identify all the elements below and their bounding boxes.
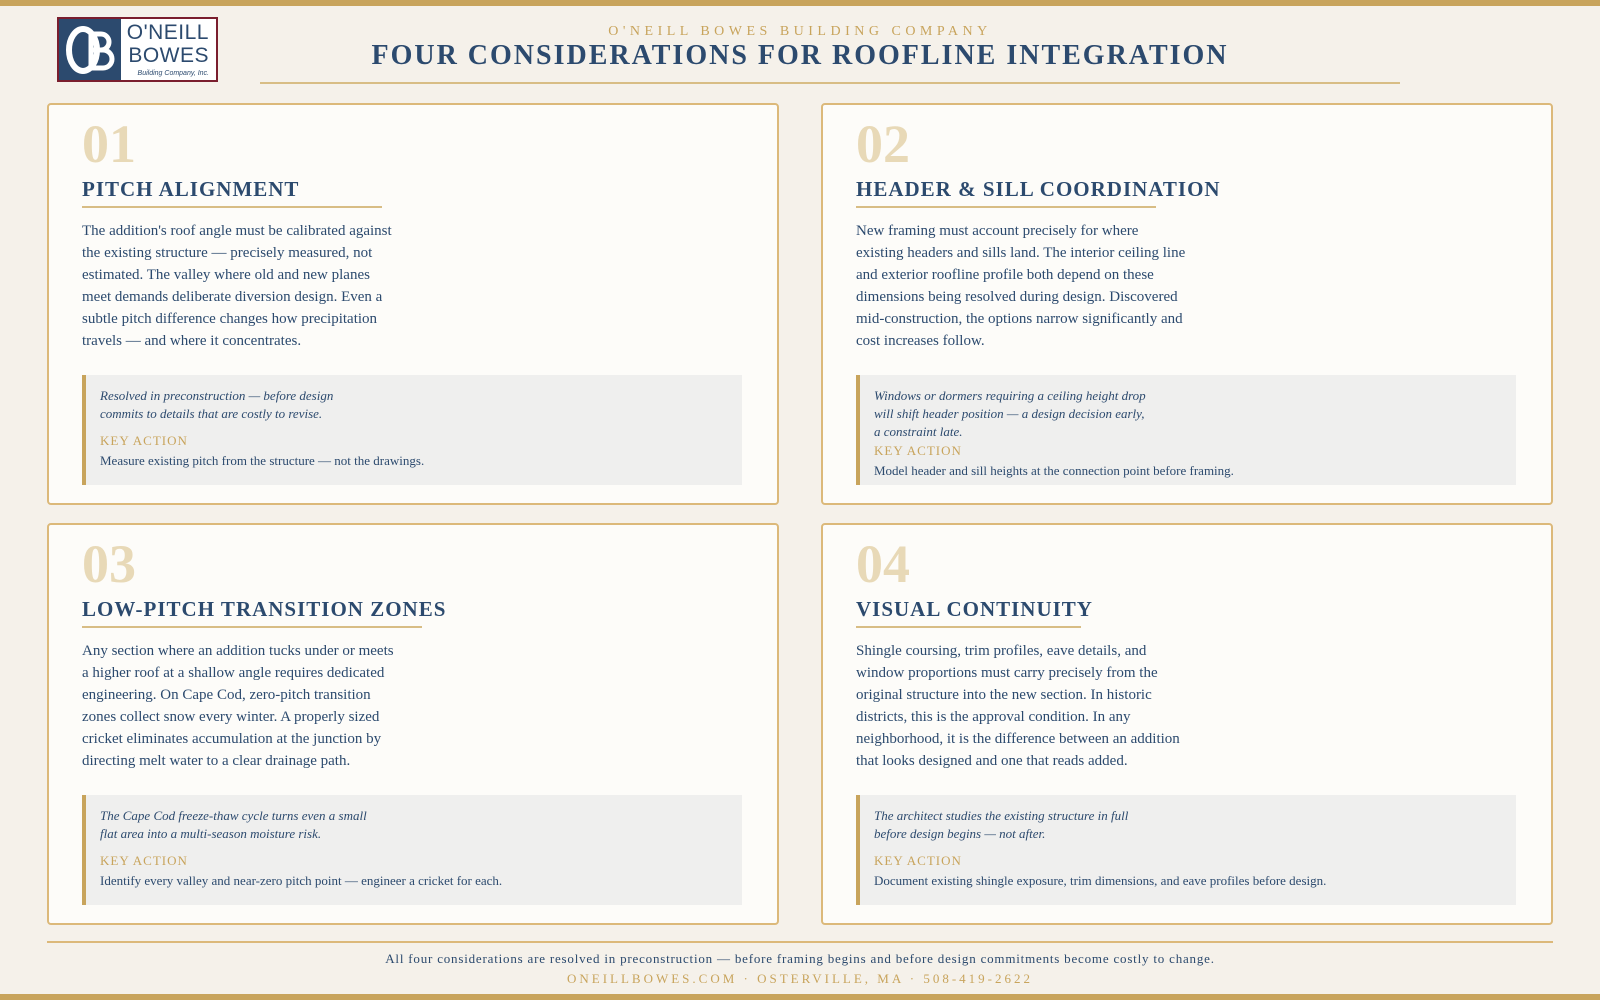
callout-box xyxy=(82,375,742,485)
callout-quote: The architect studies the existing structure in full before design begins — not after. xyxy=(874,808,1129,841)
key-action-label: KEY ACTION xyxy=(100,433,188,448)
header-kicker: O'NEILL BOWES BUILDING COMPANY xyxy=(608,24,992,39)
logo-subline: Building Company, Inc. xyxy=(137,70,209,77)
title-divider xyxy=(82,206,382,208)
footer-divider xyxy=(47,941,1553,943)
callout-box xyxy=(856,795,1516,905)
card-title: HEADER & SILL COORDINATION xyxy=(856,177,1221,201)
callout-quote: Resolved in preconstruction — before design commits to details that are costly to revise. xyxy=(100,388,334,421)
card-body: Shingle coursing, trim profiles, eave details, and window proportions must carry precisely from the original structure into the new section. In historic districts, this is the approval condition. In any neighborhood, it is the difference between an addition that looks designed and one that reads added. xyxy=(856,643,1180,769)
card-title: PITCH ALIGNMENT xyxy=(82,177,300,201)
callout-quote: The Cape Cod freeze-thaw cycle turns even a small flat area into a multi-season moisture risk. xyxy=(100,808,367,841)
consideration-card-visual-continuity xyxy=(821,523,1553,925)
key-action-text: Measure existing pitch from the structure — not the drawings. xyxy=(100,453,425,468)
footer-note: All four considerations are resolved in preconstruction — before framing begins and before design commitments become costly to change. xyxy=(385,951,1215,966)
title-divider xyxy=(82,626,422,628)
card-body: Any section where an addition tucks under or meets a higher roof at a shallow angle requires dedicated engineering. On Cape Cod, zero-pitch transition zones collect snow every winter. A properly sized cricket eliminates accumulation at the junction by directing melt water to a clear drainage path. xyxy=(82,643,394,769)
consideration-card-header-sill xyxy=(821,103,1553,505)
key-action-text: Document existing shingle exposure, trim dimensions, and eave profiles before design. xyxy=(874,873,1327,888)
key-action-label: KEY ACTION xyxy=(874,443,962,458)
card-title: VISUAL CONTINUITY xyxy=(856,597,1093,621)
callout-box xyxy=(856,375,1516,485)
card-number: 01 xyxy=(82,114,136,174)
bottom-accent-bar xyxy=(0,994,1600,1000)
callout-quote: Windows or dormers requiring a ceiling height drop will shift header position — a design decision early, a constraint late. xyxy=(874,388,1146,439)
title-divider xyxy=(856,206,1156,208)
title-divider xyxy=(856,626,1081,628)
card-number: 03 xyxy=(82,534,136,594)
card-title: LOW-PITCH TRANSITION ZONES xyxy=(82,597,447,621)
card-number: 04 xyxy=(856,534,910,594)
card-body: The addition's roof angle must be calibrated against the existing structure — precisely measured, not estimated. The valley where old and new planes meet demands deliberate diversion design. Even a subtle pitch difference changes how precipitation travels — and where it concentrates. xyxy=(82,223,392,349)
footer-contact-link[interactable]: ONEILLBOWES.COM · OSTERVILLE, MA · 508-419-2622 xyxy=(566,971,1033,986)
key-action-label: KEY ACTION xyxy=(874,853,962,868)
logo-name-line2: BOWES xyxy=(128,44,209,67)
key-action-text: Model header and sill heights at the connection point before framing. xyxy=(874,463,1234,478)
top-accent-bar xyxy=(0,0,1600,6)
callout-box xyxy=(82,795,742,905)
key-action-label: KEY ACTION xyxy=(100,853,188,868)
page-title: FOUR CONSIDERATIONS FOR ROOFLINE INTEGRATION xyxy=(371,40,1229,71)
header-divider xyxy=(260,82,1400,84)
consideration-card-pitch-alignment xyxy=(47,103,779,505)
consideration-card-low-pitch xyxy=(47,523,779,925)
card-body: New framing must account precisely for where existing headers and sills land. The interior ceiling line and exterior roofline profile both depend on these dimensions being resolved during design. Discovered mid-construction, the options narrow significantly and cost increases follow. xyxy=(856,223,1186,349)
logo-name-line1: O'NEILL xyxy=(126,21,209,44)
key-action-text: Identify every valley and near-zero pitch point — engineer a cricket for each. xyxy=(100,873,503,888)
card-number: 02 xyxy=(856,114,910,174)
